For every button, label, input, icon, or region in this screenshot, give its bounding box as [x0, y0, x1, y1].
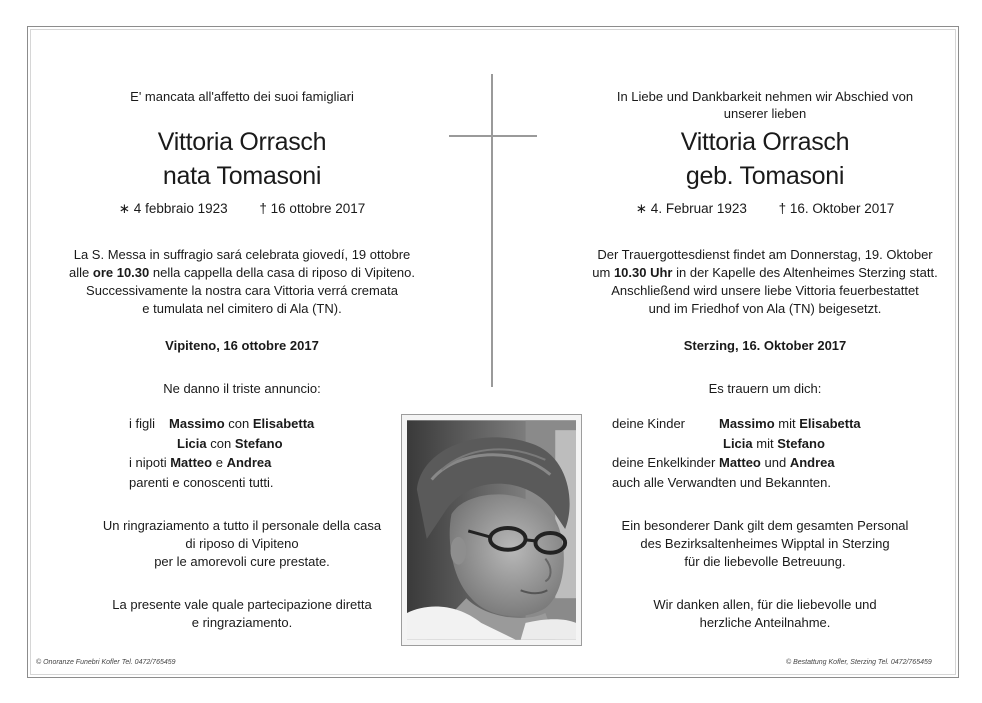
closing-it: La presente vale quale partecipazione diretta e ringraziamento. [112, 597, 372, 630]
death-date: † 16. Oktober 2017 [778, 201, 895, 216]
family-row: Licia mit Stefano [723, 435, 825, 451]
deceased-name-de: Vittoria Orrasch [680, 128, 850, 156]
family-row: i figli Massimo con Elisabetta [129, 416, 315, 431]
intro-text-it: E' mancata all'affetto dei suoi famigliari [130, 89, 354, 104]
maiden-prefix: nata [162, 162, 211, 190]
cross-icon [491, 74, 493, 387]
announce-it: Ne danno il triste annuncio: [163, 381, 321, 396]
service-line: Successivamente la nostra cara Vittoria verrá cremata [86, 283, 398, 298]
life-dates-de [565, 200, 965, 218]
portrait-photo-frame [401, 414, 582, 646]
family-row: Licia con Stefano [177, 435, 283, 451]
service-info-de: Der Trauergottesdienst findet am Donnerstag, 19. Oktober um 10.30 Uhr in der Kapelle des Altenheimes Sterzing statt. Anschließend wird unsere liebe Vittoria feuerbestattet und im Friedhof von Ala (TN) beigesetzt. [592, 247, 938, 316]
family-row: auch alle Verwandten und Bekannten. [612, 474, 832, 490]
service-info-it [62, 246, 422, 318]
family-row: parenti e conoscenti tutti. [129, 474, 274, 490]
intro-text-de: In Liebe und Dankbarkeit nehmen wir Abschied von unserer lieben [616, 89, 914, 121]
life-dates-it [62, 200, 422, 218]
death-date: † 16 ottobre 2017 [259, 201, 366, 216]
birth-date: ∗ 4 febbraio 1923 [118, 201, 228, 216]
footer-credit-de: © Bestattung Kofler, Sterzing Tel. 0472/765459 [786, 659, 932, 666]
family-list-it [129, 414, 314, 492]
service-time: 10.30 Uhr [613, 265, 673, 280]
place-date-de: Sterzing, 16. Oktober 2017 [683, 338, 847, 353]
birth-date: ∗ 4. Februar 1923 [635, 201, 747, 216]
family-row: i nipoti Matteo e Andrea [129, 455, 272, 470]
service-time: ore 10.30 [92, 265, 150, 280]
thanks-de: Ein besonderer Dank gilt dem gesamten Personal des Bezirksaltenheimes Wipptal in Sterzing für die liebevolle Betreuung. [621, 518, 909, 569]
service-line: alle ore 10.30 nella cappella della casa di riposo di Vipiteno. [69, 265, 415, 280]
maiden-prefix: geb. [685, 162, 734, 190]
maiden-surname: Tomasoni [739, 162, 845, 190]
maiden-name-de [565, 160, 965, 192]
place-date-it: Vipiteno, 16 ottobre 2017 [165, 338, 319, 353]
closing-de: Wir danken allen, für die liebevolle und herzliche Anteilnahme. [653, 597, 877, 630]
thanks-it: Un ringraziamento a tutto il personale della casa di riposo di Vipiteno per le amorevoli cure prestate. [102, 518, 382, 569]
footer-credit-it: © Onoranze Funebri Kofler Tel. 0472/765459 [36, 659, 176, 666]
service-line: La S. Messa in suffragio sará celebrata giovedí, 19 ottobre [73, 247, 411, 262]
portrait-photo [407, 420, 576, 640]
maiden-name-it [62, 160, 422, 192]
maiden-surname: Tomasoni [216, 162, 322, 190]
service-line: e tumulata nel cimitero di Ala (TN). [142, 301, 342, 316]
cross-icon-bar [449, 135, 537, 137]
family-row: deine Enkelkinder Matteo und Andrea [612, 455, 835, 470]
announce-de: Es trauern um dich: [708, 381, 822, 396]
deceased-name-it: Vittoria Orrasch [157, 128, 327, 156]
family-list-de [612, 414, 861, 492]
family-row: deine Kinder Massimo mit Elisabetta [612, 416, 861, 431]
